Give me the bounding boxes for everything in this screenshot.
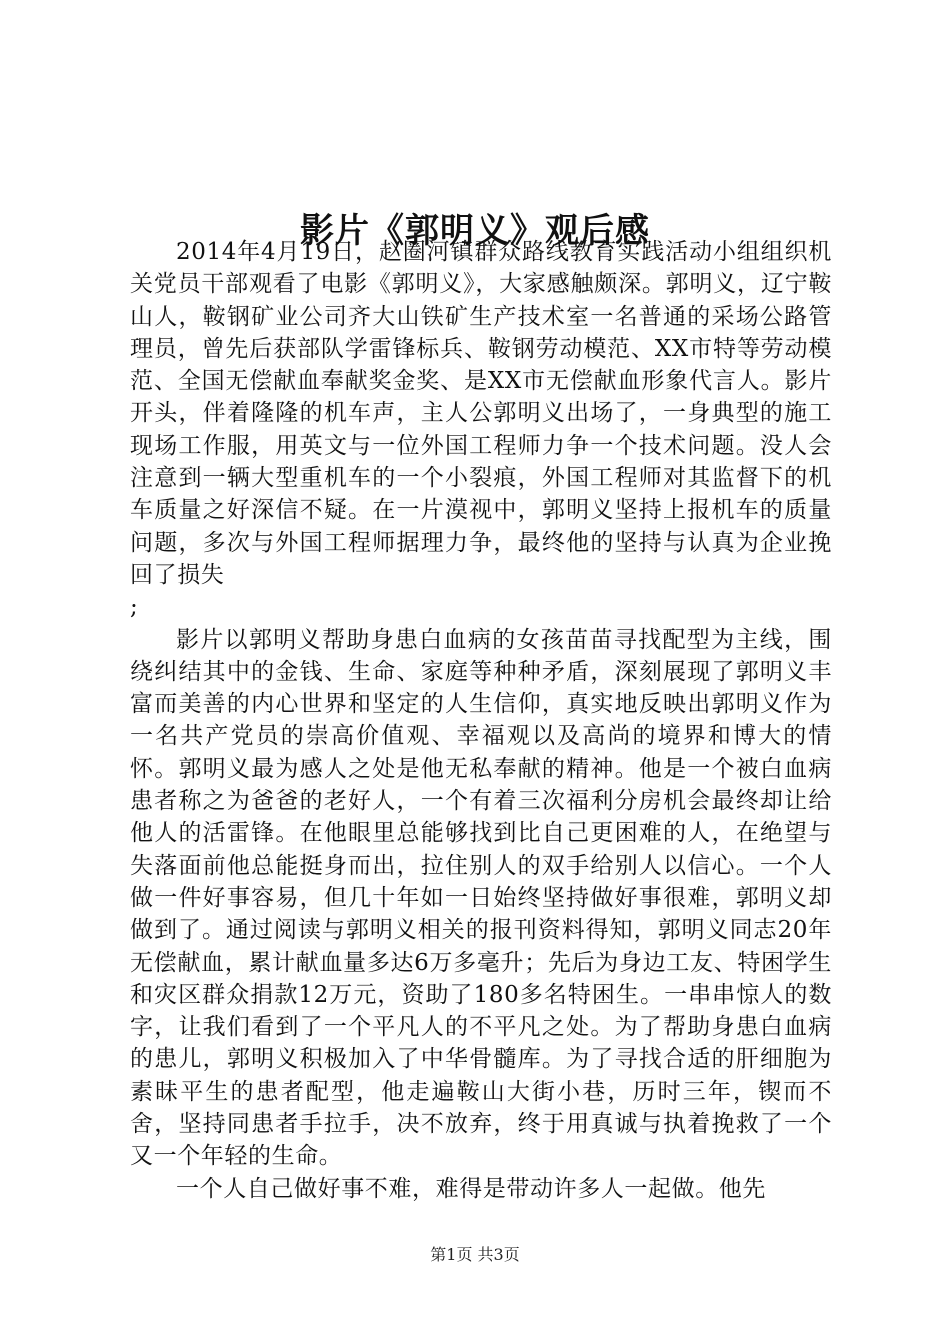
document-title: 影片《郭明义》观后感 bbox=[300, 210, 650, 251]
document-body bbox=[130, 236, 832, 1205]
paragraph-1-tail: ; bbox=[130, 594, 138, 621]
page-footer: 第1页 共3页 bbox=[430, 1245, 520, 1264]
paragraph-1: 2014年4月19日，赵圈河镇群众路线教育实践活动小组组织机关党员干部观看了电影《郭明义》，大家感触颇深。郭明义，辽宁鞍山人，鞍钢矿业公司齐大山铁矿生产技术室一名普通的采场公路管理员，曾先后获部队学雷锋标兵、鞍钢劳动模范、XX市特等劳动模范、全国无偿献血奉献奖金奖、是XX市无偿献血形象代言人。影片开头，伴着隆隆的机车声，主人公郭明义出场了，一身典型的施工现场工作服，用英文与一位外国工程师力争一个技术问题。没人会注意到一辆大型重机车的一个小裂痕，外国工程师对其监督下的机车质量之好深信不疑。在一片漠视中，郭明义坚持上报机车的质量问题，多次与外国工程师据理力争，最终他的坚持与认真为企业挽回了损失 bbox=[130, 239, 832, 588]
paragraph-3: 一个人自己做好事不难，难得是带动许多人一起做。他先 bbox=[176, 1175, 766, 1202]
paragraph-2: 影片以郭明义帮助身患白血病的女孩苗苗寻找配型为主线，围绕纠结其中的金钱、生命、家庭等种种矛盾，深刻展现了郭明义丰富而美善的内心世界和坚定的人生信仰，真实地反映出郭明义作为一名共产党员的崇高价值观、幸福观以及高尚的境界和博大的情怀。郭明义最为感人之处是他无私奉献的精神。他是一个被白血病患者称之为爸爸的老好人，一个有着三次福利分房机会最终却让给他人的活雷锋。在他眼里总能够找到比自己更困难的人，在绝望与失落面前他总能挺身而出，拉住别人的双手给别人以信心。一个人做一件好事容易，但几十年如一日始终坚持做好事很难，郭明义却做到了。通过阅读与郭明义相关的报刊资料得知，郭明义同志20年无偿献血，累计献血量多达6万多毫升；先后为身边工友、特困学生和灾区群众捐款12万元，资助了180多名特困生。一串串惊人的数字，让我们看到了一个平凡人的不平凡之处。为了帮助身患白血病的患儿，郭明义积极加入了中华骨髓库。为了寻找合适的肝细胞为素昧平生的患者配型，他走遍鞍山大街小巷，历时三年，锲而不舍，坚持同患者手拉手，决不放弃，终于用真诚与执着挽救了一个又一个年轻的生命。 bbox=[130, 626, 832, 1170]
